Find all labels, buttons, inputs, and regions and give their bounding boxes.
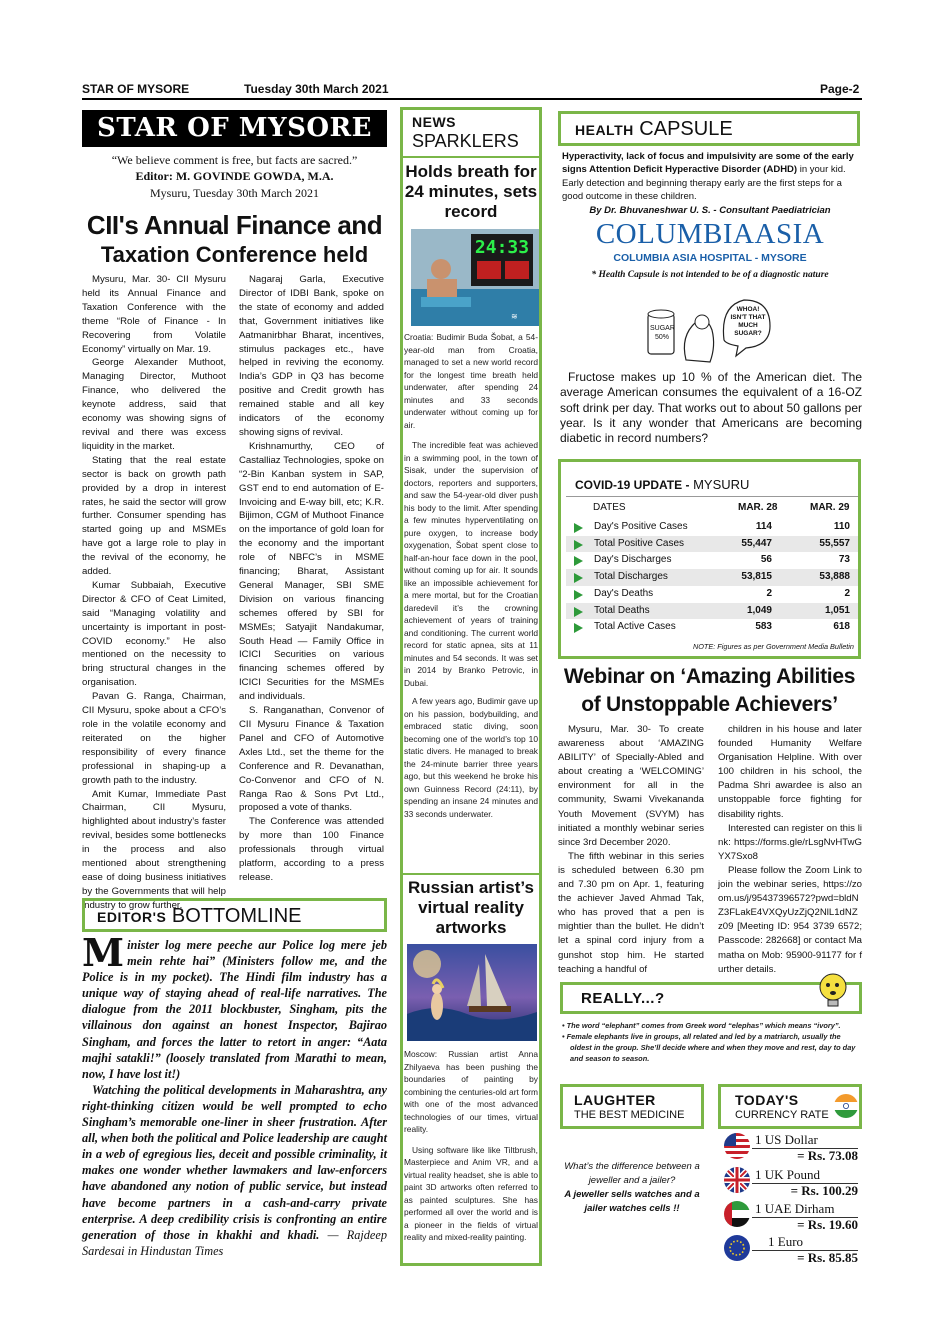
story-divider — [403, 873, 539, 875]
triangle-bullet-icon — [574, 573, 583, 583]
webinar-headline — [558, 663, 861, 719]
currency-subtitle: CURRENCY RATE — [735, 1109, 829, 1121]
editors-bottomline-title: BOTTOMLINE — [171, 905, 302, 927]
editorial-paragraph-1: inister log mere peeche aur Police log mere jeb mein rehte hai” (Ministers follow me, and the Police is in my pocket). The Hindi film industry has a unique way of staying ahead of real-life narratives. The dialogue from the 2011 blockbuster, Singham, pits the villainous don against an honest Inspector, Bajirao Singham, and forces the latter to retort in anger: “Aata majhi satakli!” (loosely translated from Marathi to mean, now, I have lost it!) — [82, 938, 387, 1081]
currency-box — [718, 1084, 862, 1129]
currency-name: 1 US Dollar — [755, 1132, 818, 1147]
fructose-fact: Fructose makes up 10 % of the American diet. The average American consumes the equivalent of a 16-OZ soft drink per day. That works out to about 50 gallons per year. Is it any wonder that Americans are becoming diabetic in record numbers? — [560, 370, 862, 446]
cartoon-speech: WHOA! ISN'T THAT MUCH SUGAR? — [730, 306, 766, 337]
triangle-bullet-icon — [574, 556, 583, 566]
health-intro: Hyperactivity, lack of focus and impulsivity are some of the early signs Attention Deficit Hyperactive Disorder (ADHD) — [562, 151, 854, 176]
laughter-subtitle: THE BEST MEDICINE — [574, 1109, 685, 1121]
covid-title-block — [575, 477, 749, 492]
covid-row — [566, 569, 858, 586]
covid-row — [566, 536, 858, 553]
covid-col1-header: MAR. 28 — [738, 502, 778, 513]
covid-row-value-2: 618 — [833, 621, 850, 633]
masthead-logo: STAR OF MYSORE — [82, 110, 387, 147]
covid-row-label: Total Discharges — [594, 571, 668, 583]
story1-paragraph: A few years ago, Budimir gave up on his passion, bodybuilding, and embraced static diving, soon becoming one of the world’s top 10 static divers. He managed to break the 24-minute barrier three years ago, but this weekend he broke his own Guinness Record (24:11), by spending an insane 24 minutes and 33 seconds underwater. — [404, 696, 538, 819]
really-title: REALLY...? — [581, 990, 665, 1007]
really-fact: • The word “elephant” comes from Greek word “elephas” which means “ivory”. — [562, 1021, 841, 1030]
lead-paragraph: Krishnamurthy, CEO of Castalliaz Technologies, spoke on “2-Bin Kanban system in SAP, GST end to end automation of E-Invoicing and E-way bill, etc; K.R. Bijimon, CGM of Muthoot Finance on the importance of gold loan for the economy and the important role of NBFC’s in MSME financing; Bharat, Assistant General Manager, SBI SME Division on various financing schemes offered by SBI for MSMEs; Satyajit Nandakumar, South Head — Family Office in ICICI Securities on various financing schemes offered by ICICI Securities for the MSMEs and individuals. — [239, 440, 384, 703]
covid-row — [566, 519, 858, 536]
covid-title-bold: COVID-19 UPDATE - — [575, 478, 690, 492]
webinar-paragraph: children in his house and later founded Humanity Welfare Organisation Helpline. With over 100 children in his school, the Padma Shri awardee is also an unstoppable force fighting for disability rights. — [718, 724, 862, 820]
covid-row — [566, 603, 858, 620]
covid-row-value-1: 53,815 — [741, 571, 772, 583]
laughter-box — [560, 1084, 704, 1129]
sparklers-divider — [403, 156, 539, 158]
covid-dates-label: DATES — [593, 502, 626, 513]
uk-flag-icon — [724, 1167, 750, 1193]
health-capsule-title: CAPSULE — [639, 118, 733, 140]
story1-paragraph: The incredible feat was achieved in a swimming pool, in the town of Sisak, under the supervision of doctors, reporters and supporters, and saw the 54-year-old diver push his body to the limit. After spending a few minutes hyperventilating on pure oxygen, to increase body oxygenation, Šobat spent close to half-an-hour face down in the pool, without coming up for air. It sounds like an impossible achievement for a mere mortal, but for the Croatian daredevil it’s the crowning achievement of years of training and conditioning. The current world record for static apnea, sits at 11 minutes and 54 seconds. It was set in 2014 by Branko Petrovic, in Dubai. — [404, 440, 538, 688]
covid-title: MYSURU — [693, 477, 750, 492]
really-box — [560, 982, 862, 1014]
covid-row-value-2: 73 — [838, 554, 850, 566]
lead-paragraph: George Alexander Muthoot, Managing Director, Muthoot Finance, who delivered the keynote address, said that economy was showing signs of revival and there was excess liquidity in the market. — [82, 357, 226, 452]
lead-paragraph: Amit Kumar, Immediate Past Chairman, CII Mysuru, highlighted about industry’s faster revival, besides some bottlenecks in the process and also mentioned about strengthening ease of doing business initiatives by the Governments that will help industry to grow further. — [82, 788, 226, 911]
triangle-bullet-icon — [574, 523, 583, 533]
svg-text:≋: ≋ — [511, 312, 518, 321]
sugar-cartoon — [640, 296, 775, 368]
paper-name: STAR OF MYSORE — [82, 82, 190, 96]
currency-value: = Rs. 100.29 — [790, 1183, 858, 1198]
currency-name: 1 UK Pound — [755, 1167, 821, 1182]
covid-row-label: Day's Positive Cases — [594, 521, 688, 532]
really-fact: • Female elephants live in groups, all related and led by a matriarch, usually the oldest in the group. She’ll decide where and when they move and rest, day to day and season to season. — [562, 1032, 856, 1063]
editors-bottomline-title-bold: EDITOR'S — [97, 909, 167, 925]
story2-text — [404, 1048, 538, 1244]
masthead-dateline: Mysuru, Tuesday 30th March 2021 — [149, 186, 319, 200]
covid-row-value-2: 2 — [844, 587, 850, 599]
lead-column-1 — [82, 273, 226, 913]
currency-title: TODAY'S — [735, 1092, 799, 1108]
lead-column-2 — [239, 273, 384, 885]
covid-row-value-1: 1,049 — [746, 604, 772, 616]
uae-flag-icon — [724, 1201, 750, 1227]
lead-paragraph: Mysuru, Mar. 30- CII Mysuru held its Annual Finance and Taxation Conference with the theme “Role of Finance - In Recovering from Volatile Economy” virtually on Mar. 19. — [82, 274, 226, 355]
drop-cap: M — [82, 930, 125, 975]
editorial-credit: — Rajdeep Sardesai in Hindustan Times — [82, 1227, 387, 1258]
india-flag-icon — [834, 1094, 858, 1118]
lead-paragraph: Nagaraj Garla, Executive Director of IDBI Bank, spoke on the state of economy and added that, Government initiatives like Aatmanirbhar Bharat, incentives, stimulus packages etc., have helped in reviving the economy. India’s GDP in Q3 has become positive and Credit growth has remained stable and all key indicators of the economy showing signs of revival. — [239, 274, 384, 438]
covid-row-value-1: 56 — [760, 554, 772, 566]
covid-row-value-2: 53,888 — [819, 571, 850, 583]
header-rule — [82, 98, 862, 100]
story1-caption: Croatia: Budimir Buda Šobat, a 54-year-old man from Croatia, managed to set a new world record for the longest time breath held underwater, after spending 24 minutes and 33 seconds underwater without coming up for air. — [404, 332, 538, 430]
really-facts — [562, 1020, 862, 1064]
covid-row-label: Day's Discharges — [594, 554, 672, 566]
currency-value: = Rs. 85.85 — [797, 1250, 858, 1265]
lead-paragraph: Stating that the real estate sector is back on growth path provided by a drop in interest rates, he said the sector will grow further. Consumer spending has started going up and MSMEs have got a large role to play in the revival of the economy, he added. — [82, 454, 226, 578]
covid-col2-header: MAR. 29 — [810, 502, 850, 513]
covid-row-value-1: 114 — [755, 521, 772, 532]
webinar-headline-1: Webinar on ‘Amazing Abilities — [563, 665, 856, 688]
sparklers-label-bold: NEWS — [412, 114, 456, 130]
currency-value: = Rs. 73.08 — [797, 1148, 858, 1163]
masthead-motto: “We believe comment is free, but facts are sacred.” — [111, 153, 358, 167]
health-capsule-box — [558, 111, 860, 146]
story2-paragraph: Using software like like Tiltbrush, Masterpiece and Anim VR, and a virtual reality headset, she is able to paint 3D artworks often referred to as painted sculptures. She has performed all over the world and is a pioneer in the fields of virtual reality and mixed-reality painting. — [404, 1144, 538, 1242]
columbia-asia-logo: COLUMBIAASIA — [595, 218, 825, 250]
eu-flag-icon — [724, 1235, 750, 1261]
sparklers-label: SPARKLERS — [412, 131, 519, 151]
webinar-paragraph: Interested can register on this link: https://forms.gle/rLsgNvHTwGYX7Sxo8 — [718, 822, 862, 862]
story2-caption: Moscow: Russian artist Anna Zhilyaeva has been pushing the boundaries of painting by combining the centuries-old art form with one of the most advanced technologies of our times, virtual reality. — [404, 1049, 538, 1134]
covid-row-label: Total Active Cases — [594, 621, 676, 633]
masthead-editor: Editor: M. GOVINDE GOWDA, M.A. — [135, 169, 334, 183]
editorial-paragraph-2: Watching the political developments in Maharashtra, any right-thinking citizen would be well prompted to echo Singham’s memorable one-liner in sheer frustration. After all, when both the political and Police leadership are caught in a web of egregious lies, deceit and possible criminality, it makes one wonder whether lawmakers and law-enforcers have abandoned any notion of public service, but instead have become partners in a cash-and-carry private enterprise. A deep credibility crisis is confronting an entire generation of those in khakhi and khadi. — [82, 1082, 387, 1242]
lead-headline-1: CII's Annual Finance and — [86, 210, 383, 240]
story1-headline: Holds breath for 24 minutes, sets record — [404, 162, 538, 221]
webinar-paragraph: The fifth webinar in this series is scheduled between 6.30 pm and 7.30 pm on Apr. 1, featuring the achiever Javed Ahmad Tak, who has proved that a pen is mightier than the bullet. He didn’t let a spinal cord injury from a gunshot stop him. He started teaching a handful of — [558, 850, 704, 975]
laughter-title: LAUGHTER — [574, 1092, 656, 1108]
covid-row — [566, 552, 858, 569]
hospital-name: COLUMBIA ASIA HOSPITAL - MYSORE — [613, 252, 807, 264]
covid-row-value-2: 1,051 — [824, 604, 850, 616]
webinar-paragraph: Mysuru, Mar. 30- To create awareness about ‘AMAZING ABILITY’ of Specially-Abled and about creating a ‘WELCOMING’ environment for all in the community, Swami Vivekananda Youth Movement (SVYM) has initiated a monthly webinar series since 3rd December 2020. — [558, 724, 704, 848]
webinar-paragraph: Please follow the Zoom Link to join the webinar series, https://zoom.us/j/95437396572?pwd=bldNZ3FLakE4VXQyUzZjQ2NlL1dNZz09 [Meeting ID: 954 3739 6572; Passcode: 282668] or contact Mamatha on Mob: 95900-91177 for further details. — [718, 864, 862, 975]
lead-paragraph: S. Ranganathan, Convenor of CII Mysuru Finance & Taxation Panel and CFO of Automotive Axles Ltd., set the theme for the Conference and R. Devanathan, Co-Convenor and CFO of N. Ranga Rao & Sons Pvt Ltd., proposed a vote of thanks. — [239, 705, 384, 814]
webinar-column-1 — [558, 723, 704, 977]
covid-row-label: Total Deaths — [594, 604, 650, 616]
lead-paragraph: The Conference was attended by more than 100 Finance professionals through virtual platform, according to a press release. — [239, 816, 384, 883]
issue-date: Tuesday 30th March 2021 — [244, 82, 389, 96]
story2-headline: Russian artist’s virtual reality artworks — [408, 878, 534, 937]
lightbulb-icon — [815, 971, 851, 1009]
editorial-body — [82, 930, 387, 1259]
triangle-bullet-icon — [574, 607, 583, 617]
covid-row-value-1: 2 — [766, 587, 772, 599]
currency-name: 1 Euro — [768, 1234, 804, 1249]
lead-paragraph: Pavan G. Ranga, Chairman, CII Mysuru, spoke about a CFO’s role in the volatile economy and reiterated on the higher responsibility of every finance professional in shaping-up a growth path to the industry. — [82, 691, 226, 786]
covid-row-label: Day's Deaths — [594, 587, 654, 599]
covid-row-value-1: 55,447 — [741, 537, 772, 549]
covid-row-value-1: 583 — [755, 621, 772, 633]
webinar-headline-2: of Unstoppable Achievers’ — [581, 693, 838, 716]
health-intro-block — [562, 150, 858, 203]
covid-row-label: Total Positive Cases — [594, 537, 685, 549]
currency-value: = Rs. 19.60 — [797, 1217, 858, 1232]
triangle-bullet-icon — [574, 623, 583, 633]
covid-row — [566, 586, 858, 603]
currency-name: 1 UAE Dirham — [755, 1201, 835, 1216]
health-body: in your kid. Early detection and beginning therapy early are the first steps for a good outcome in these children. — [562, 164, 846, 202]
us-flag-icon — [724, 1133, 750, 1159]
editors-bottomline-box — [82, 898, 387, 932]
diver-photo — [411, 229, 539, 326]
page-number: Page-2 — [820, 82, 860, 96]
health-byline: By Dr. Bhuvaneshwar U. S. - Consultant Paediatrician — [589, 205, 831, 216]
covid-row-value-2: 55,557 — [819, 537, 850, 549]
lead-paragraph: Kumar Subbaiah, Executive Director & CFO of Ceat Limited, said “Managing volatility and uncertainty is important in post-COVID economy.” He also mentioned on the necessity to bring structural changes in the organisation. — [82, 579, 226, 689]
webinar-column-2 — [718, 723, 862, 977]
story1-text — [404, 331, 538, 820]
scoreboard-time: 24:33 — [474, 237, 530, 258]
health-disclaimer: * Health Capsule is not intended to be of a diagnostic nature — [591, 270, 829, 280]
cartoon-jar-label: SUGAR 50% — [650, 325, 675, 341]
joke-question: What’s the difference between a jeweller and a jailer? — [564, 1161, 700, 1186]
lead-headline-2: Taxation Conference held — [100, 242, 369, 267]
covid-divider — [566, 496, 858, 497]
health-capsule-title-bold: HEALTH — [575, 122, 634, 138]
covid-row-value-2: 110 — [833, 521, 850, 532]
covid-note: NOTE: Figures as per Government Media Bulletin — [692, 642, 854, 651]
triangle-bullet-icon — [574, 540, 583, 550]
covid-row — [566, 619, 858, 636]
joke-answer: A jeweller sells watches and a jailer watches cells !! — [564, 1189, 700, 1214]
vr-artwork-photo — [407, 944, 537, 1041]
triangle-bullet-icon — [574, 590, 583, 600]
